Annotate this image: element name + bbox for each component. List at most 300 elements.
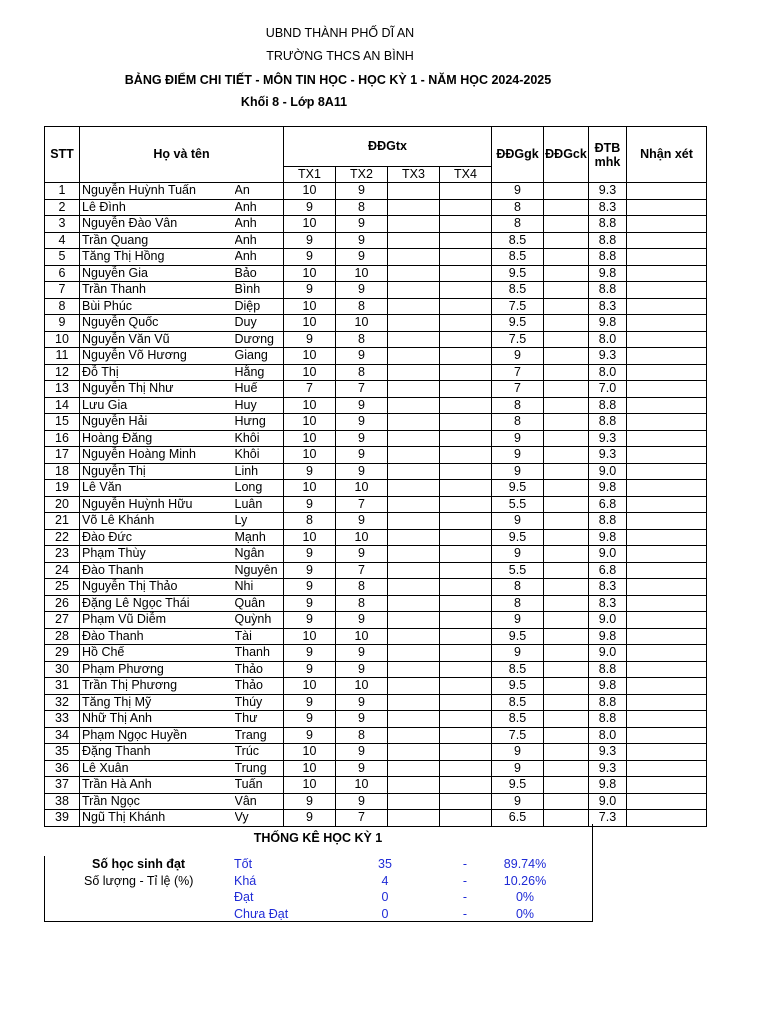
col-tx3: TX3	[388, 167, 440, 183]
cell-nhanxet	[627, 430, 707, 447]
cell-ten: Hưng	[235, 414, 284, 431]
cell-ho: Lưu Gia	[80, 397, 235, 414]
cell-ddggk: 8	[492, 397, 544, 414]
cell-tx1: 10	[284, 430, 336, 447]
cell-stt: 22	[45, 529, 80, 546]
cell-nhanxet	[627, 364, 707, 381]
cell-ho: Nguyễn Thị Như	[80, 381, 235, 398]
table-row	[45, 315, 707, 332]
cell-tx3	[388, 348, 440, 365]
table-row	[45, 628, 707, 645]
cell-ho: Hồ Chế	[80, 645, 235, 662]
cell-ddgck	[544, 397, 589, 414]
cell-tx3	[388, 678, 440, 695]
cell-tx2: 7	[336, 496, 388, 513]
cell-tx4	[440, 810, 492, 827]
cell-nhanxet	[627, 447, 707, 464]
cell-tx4	[440, 183, 492, 200]
cell-stt: 33	[45, 711, 80, 728]
cell-tx3	[388, 496, 440, 513]
col-stt: STT	[45, 127, 80, 183]
cell-ho: Nguyễn Quốc	[80, 315, 235, 332]
cell-ho: Tăng Thị Hồng	[80, 249, 235, 266]
stats-level-dash: -	[462, 857, 468, 871]
cell-tx1: 9	[284, 711, 336, 728]
cell-tx2: 7	[336, 381, 388, 398]
cell-tx2: 9	[336, 463, 388, 480]
cell-tx4	[440, 579, 492, 596]
table-row	[45, 678, 707, 695]
cell-tx1: 10	[284, 348, 336, 365]
cell-tx2: 8	[336, 727, 388, 744]
cell-ten: Anh	[235, 199, 284, 216]
table-row	[45, 414, 707, 431]
col-dtb: ĐTB mhk	[589, 127, 627, 183]
cell-tx4	[440, 447, 492, 464]
stats-level-count: 35	[378, 857, 392, 871]
table-row	[45, 348, 707, 365]
cell-nhanxet	[627, 282, 707, 299]
cell-tx4	[440, 414, 492, 431]
cell-tx4	[440, 727, 492, 744]
cell-tx3	[388, 711, 440, 728]
cell-tx2: 9	[336, 744, 388, 761]
cell-ddggk: 9	[492, 546, 544, 563]
cell-tx4	[440, 612, 492, 629]
cell-tx2: 10	[336, 628, 388, 645]
stats-level-percent: 0%	[515, 906, 535, 921]
cell-tx3	[388, 612, 440, 629]
cell-ten: Duy	[235, 315, 284, 332]
cell-ddgck	[544, 480, 589, 497]
cell-tx2: 9	[336, 249, 388, 266]
cell-tx3	[388, 760, 440, 777]
cell-ddgck	[544, 249, 589, 266]
cell-tx1: 10	[284, 216, 336, 233]
cell-nhanxet	[627, 232, 707, 249]
cell-tx1: 10	[284, 628, 336, 645]
stats-title: THỐNG KÊ HỌC KỲ 1	[253, 831, 383, 845]
col-name: Họ và tên	[80, 127, 284, 183]
cell-tx4	[440, 711, 492, 728]
cell-dtb: 9.0	[589, 793, 627, 810]
cell-tx1: 9	[284, 463, 336, 480]
cell-tx1: 9	[284, 562, 336, 579]
cell-dtb: 9.0	[589, 463, 627, 480]
cell-ten: Quỳnh	[235, 612, 284, 629]
table-row	[45, 760, 707, 777]
cell-tx2: 10	[336, 315, 388, 332]
cell-ho: Võ Lê Khánh	[80, 513, 235, 530]
col-tx1: TX1	[284, 167, 336, 183]
cell-stt: 23	[45, 546, 80, 563]
cell-tx2: 9	[336, 282, 388, 299]
cell-tx1: 9	[284, 793, 336, 810]
cell-dtb: 8.8	[589, 232, 627, 249]
cell-tx1: 9	[284, 810, 336, 827]
cell-nhanxet	[627, 348, 707, 365]
cell-tx4	[440, 562, 492, 579]
cell-tx3	[388, 414, 440, 431]
cell-ho: Đào Đức	[80, 529, 235, 546]
cell-ten: Nguyên	[235, 562, 284, 579]
col-nhanxet: Nhận xét	[627, 127, 707, 183]
cell-dtb: 8.8	[589, 414, 627, 431]
cell-ddgck	[544, 793, 589, 810]
cell-tx1: 10	[284, 744, 336, 761]
cell-ddggk: 9.5	[492, 480, 544, 497]
table-row	[45, 232, 707, 249]
cell-nhanxet	[627, 183, 707, 200]
cell-tx4	[440, 546, 492, 563]
cell-ddgck	[544, 381, 589, 398]
cell-ho: Trần Ngọc	[80, 793, 235, 810]
cell-ddgck	[544, 282, 589, 299]
cell-ho: Đặng Lê Ngọc Thái	[80, 595, 235, 612]
cell-tx4	[440, 282, 492, 299]
cell-tx2: 9	[336, 694, 388, 711]
cell-dtb: 6.8	[589, 496, 627, 513]
cell-tx3	[388, 364, 440, 381]
cell-stt: 29	[45, 645, 80, 662]
cell-stt: 21	[45, 513, 80, 530]
cell-tx2: 8	[336, 331, 388, 348]
cell-nhanxet	[627, 793, 707, 810]
cell-ddggk: 9	[492, 348, 544, 365]
cell-tx2: 8	[336, 595, 388, 612]
cell-ho: Phạm Thùy	[80, 546, 235, 563]
cell-tx2: 8	[336, 579, 388, 596]
cell-tx4	[440, 793, 492, 810]
cell-nhanxet	[627, 711, 707, 728]
cell-ddgck	[544, 529, 589, 546]
cell-ho: Lê Văn	[80, 480, 235, 497]
cell-ddgck	[544, 216, 589, 233]
cell-tx3	[388, 183, 440, 200]
cell-stt: 36	[45, 760, 80, 777]
stats-level-percent: 10.26%	[503, 873, 547, 888]
cell-ten: Hằng	[235, 364, 284, 381]
cell-tx3	[388, 727, 440, 744]
cell-stt: 13	[45, 381, 80, 398]
cell-stt: 11	[45, 348, 80, 365]
cell-ddgck	[544, 364, 589, 381]
cell-stt: 1	[45, 183, 80, 200]
cell-ddggk: 8.5	[492, 711, 544, 728]
cell-nhanxet	[627, 529, 707, 546]
cell-nhanxet	[627, 546, 707, 563]
cell-tx3	[388, 661, 440, 678]
cell-nhanxet	[627, 298, 707, 315]
table-row	[45, 282, 707, 299]
cell-tx1: 10	[284, 183, 336, 200]
cell-tx2: 8	[336, 199, 388, 216]
table-row	[45, 793, 707, 810]
table-row	[45, 199, 707, 216]
cell-nhanxet	[627, 216, 707, 233]
cell-ho: Đặng Thanh	[80, 744, 235, 761]
cell-ddgck	[544, 678, 589, 695]
table-row	[45, 463, 707, 480]
cell-tx2: 9	[336, 513, 388, 530]
cell-dtb: 8.8	[589, 282, 627, 299]
cell-ho: Nguyễn Thị Thảo	[80, 579, 235, 596]
cell-ten: Giang	[235, 348, 284, 365]
cell-ten: Huế	[235, 381, 284, 398]
cell-tx4	[440, 265, 492, 282]
cell-stt: 38	[45, 793, 80, 810]
cell-ddgck	[544, 414, 589, 431]
cell-tx2: 9	[336, 612, 388, 629]
cell-nhanxet	[627, 381, 707, 398]
cell-ho: Lê Xuân	[80, 760, 235, 777]
cell-tx3	[388, 595, 440, 612]
stats-label-1: Số học sinh đạt	[92, 857, 186, 871]
cell-ddggk: 9.5	[492, 315, 544, 332]
cell-ho: Nguyễn Huỳnh Tuấn	[80, 183, 235, 200]
cell-tx4	[440, 216, 492, 233]
cell-tx3	[388, 645, 440, 662]
cell-tx4	[440, 628, 492, 645]
cell-ddgck	[544, 298, 589, 315]
cell-ddggk: 9.5	[492, 628, 544, 645]
cell-tx4	[440, 480, 492, 497]
cell-ddggk: 8	[492, 199, 544, 216]
cell-tx3	[388, 381, 440, 398]
cell-ddggk: 9	[492, 430, 544, 447]
cell-ddgck	[544, 744, 589, 761]
header-line-1: UBND THÀNH PHỐ DĨ AN	[265, 26, 415, 40]
cell-tx1: 10	[284, 397, 336, 414]
cell-ten: Khôi	[235, 430, 284, 447]
cell-ho: Nguyễn Văn Vũ	[80, 331, 235, 348]
cell-ddgck	[544, 562, 589, 579]
cell-ddgck	[544, 810, 589, 827]
cell-dtb: 6.8	[589, 562, 627, 579]
table-row	[45, 496, 707, 513]
col-ddggk: ĐĐGgk	[492, 127, 544, 183]
header-title: BẢNG ĐIỂM CHI TIẾT - MÔN TIN HỌC - HỌC KỲ 1 - NĂM HỌC 2024-2025	[124, 73, 552, 87]
cell-nhanxet	[627, 265, 707, 282]
cell-tx3	[388, 249, 440, 266]
cell-ddgck	[544, 331, 589, 348]
cell-tx1: 10	[284, 315, 336, 332]
cell-tx2: 9	[336, 645, 388, 662]
table-row	[45, 529, 707, 546]
stats-level-count: 0	[381, 890, 389, 904]
cell-tx1: 10	[284, 480, 336, 497]
cell-dtb: 8.3	[589, 595, 627, 612]
cell-tx4	[440, 760, 492, 777]
cell-tx3	[388, 777, 440, 794]
table-row	[45, 513, 707, 530]
cell-tx1: 9	[284, 595, 336, 612]
cell-stt: 18	[45, 463, 80, 480]
cell-ten: Dương	[235, 331, 284, 348]
cell-ddgck	[544, 496, 589, 513]
cell-tx4	[440, 661, 492, 678]
cell-tx4	[440, 513, 492, 530]
cell-ddggk: 9	[492, 463, 544, 480]
cell-ho: Đào Thanh	[80, 562, 235, 579]
cell-ten: Trúc	[235, 744, 284, 761]
cell-tx4	[440, 331, 492, 348]
cell-ten: Thư	[235, 711, 284, 728]
cell-dtb: 8.8	[589, 661, 627, 678]
table-row	[45, 430, 707, 447]
cell-tx1: 7	[284, 381, 336, 398]
table-row	[45, 562, 707, 579]
cell-ddgck	[544, 727, 589, 744]
cell-tx3	[388, 513, 440, 530]
cell-tx3	[388, 579, 440, 596]
table-row	[45, 447, 707, 464]
cell-dtb: 8.0	[589, 331, 627, 348]
col-tx2: TX2	[336, 167, 388, 183]
table-row	[45, 727, 707, 744]
cell-tx2: 10	[336, 265, 388, 282]
cell-tx1: 9	[284, 546, 336, 563]
cell-tx2: 9	[336, 397, 388, 414]
cell-ten: Vân	[235, 793, 284, 810]
cell-ddgck	[544, 595, 589, 612]
cell-nhanxet	[627, 760, 707, 777]
cell-tx3	[388, 397, 440, 414]
cell-nhanxet	[627, 463, 707, 480]
cell-tx1: 9	[284, 496, 336, 513]
cell-dtb: 8.0	[589, 364, 627, 381]
cell-tx4	[440, 381, 492, 398]
stats-left-border	[44, 856, 45, 922]
cell-tx4	[440, 199, 492, 216]
cell-ddgck	[544, 348, 589, 365]
cell-nhanxet	[627, 595, 707, 612]
stats-level-percent: 89.74%	[503, 857, 547, 871]
table-row	[45, 744, 707, 761]
cell-nhanxet	[627, 562, 707, 579]
cell-ddgck	[544, 760, 589, 777]
cell-ddggk: 9.5	[492, 265, 544, 282]
cell-nhanxet	[627, 744, 707, 761]
cell-ten: Tài	[235, 628, 284, 645]
cell-tx2: 8	[336, 364, 388, 381]
cell-ddggk: 9	[492, 793, 544, 810]
cell-nhanxet	[627, 678, 707, 695]
table-row	[45, 579, 707, 596]
table-row	[45, 397, 707, 414]
cell-ddggk: 8.5	[492, 661, 544, 678]
cell-ho: Nguyễn Võ Hương	[80, 348, 235, 365]
cell-ten: Thanh	[235, 645, 284, 662]
cell-ten: Ly	[235, 513, 284, 530]
cell-stt: 3	[45, 216, 80, 233]
cell-ten: Diệp	[235, 298, 284, 315]
cell-tx2: 9	[336, 232, 388, 249]
cell-tx1: 10	[284, 777, 336, 794]
cell-ho: Hoàng Đăng	[80, 430, 235, 447]
cell-tx3	[388, 430, 440, 447]
cell-ho: Trần Hà Anh	[80, 777, 235, 794]
cell-tx1: 9	[284, 331, 336, 348]
cell-tx3	[388, 562, 440, 579]
cell-tx1: 10	[284, 447, 336, 464]
cell-tx4	[440, 348, 492, 365]
cell-tx2: 10	[336, 480, 388, 497]
cell-dtb: 8.0	[589, 727, 627, 744]
cell-ho: Trần Thanh	[80, 282, 235, 299]
cell-stt: 14	[45, 397, 80, 414]
cell-ddgck	[544, 199, 589, 216]
cell-ddggk: 5.5	[492, 496, 544, 513]
cell-dtb: 8.3	[589, 199, 627, 216]
cell-stt: 27	[45, 612, 80, 629]
cell-tx1: 9	[284, 612, 336, 629]
cell-ddggk: 5.5	[492, 562, 544, 579]
grade-body	[45, 183, 707, 827]
table-row	[45, 480, 707, 497]
stats-level-dash: -	[462, 873, 468, 888]
cell-ddggk: 7	[492, 364, 544, 381]
cell-tx1: 10	[284, 414, 336, 431]
cell-ddgck	[544, 661, 589, 678]
cell-stt: 20	[45, 496, 80, 513]
table-row	[45, 645, 707, 662]
cell-ten: Linh	[235, 463, 284, 480]
cell-tx2: 10	[336, 678, 388, 695]
cell-ten: Trang	[235, 727, 284, 744]
cell-tx2: 9	[336, 430, 388, 447]
cell-ddgck	[544, 513, 589, 530]
table-row	[45, 265, 707, 282]
cell-dtb: 8.8	[589, 249, 627, 266]
cell-ten: Tuấn	[235, 777, 284, 794]
cell-tx1: 9	[284, 249, 336, 266]
cell-tx3	[388, 810, 440, 827]
cell-ddgck	[544, 265, 589, 282]
cell-tx4	[440, 298, 492, 315]
cell-ho: Trần Quang	[80, 232, 235, 249]
cell-tx2: 7	[336, 810, 388, 827]
cell-dtb: 9.3	[589, 744, 627, 761]
cell-dtb: 7.3	[589, 810, 627, 827]
cell-tx4	[440, 397, 492, 414]
cell-nhanxet	[627, 414, 707, 431]
cell-tx3	[388, 546, 440, 563]
cell-ho: Nguyễn Hoàng Minh	[80, 447, 235, 464]
cell-ddgck	[544, 579, 589, 596]
cell-ten: Anh	[235, 216, 284, 233]
cell-ho: Ngũ Thị Khánh	[80, 810, 235, 827]
cell-tx4	[440, 430, 492, 447]
cell-tx1: 9	[284, 232, 336, 249]
cell-ten: Anh	[235, 249, 284, 266]
cell-tx2: 9	[336, 711, 388, 728]
cell-dtb: 7.0	[589, 381, 627, 398]
cell-nhanxet	[627, 579, 707, 596]
cell-dtb: 8.8	[589, 513, 627, 530]
cell-dtb: 9.0	[589, 546, 627, 563]
cell-stt: 31	[45, 678, 80, 695]
cell-dtb: 9.0	[589, 612, 627, 629]
cell-nhanxet	[627, 777, 707, 794]
cell-ho: Nguyễn Huỳnh Hữu	[80, 496, 235, 513]
cell-tx4	[440, 694, 492, 711]
cell-stt: 8	[45, 298, 80, 315]
cell-ho: Phạm Ngọc Huyền	[80, 727, 235, 744]
cell-tx3	[388, 463, 440, 480]
cell-ho: Nguyễn Gia	[80, 265, 235, 282]
cell-ddggk: 9	[492, 183, 544, 200]
